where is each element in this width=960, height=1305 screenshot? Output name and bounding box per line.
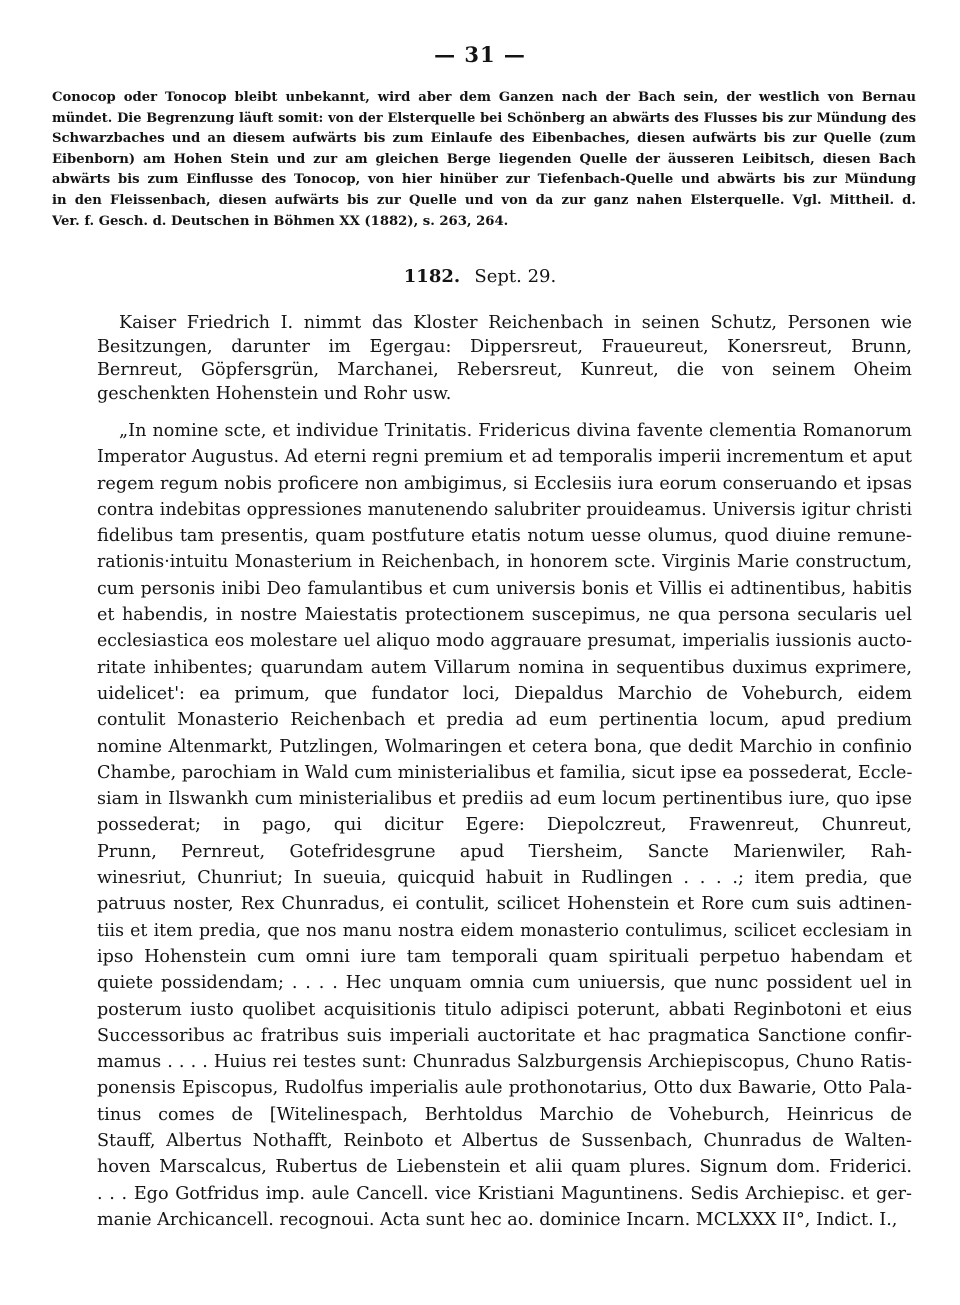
footnote-line: Conocop oder Tonocop bleibt unbekannt, wird aber dem Ganzen nach der Bach sein, der westlich von Bernau bbox=[52, 90, 916, 105]
summary-line: Kaiser Friedrich I. nimmt das Kloster Reichenbach in seinen Schutz, Personen wie bbox=[119, 313, 912, 333]
charter-line: tinus comes de [Witelinespach, Berhtoldus Marchio de Voheburch, Heinricus de bbox=[97, 1104, 912, 1125]
charter-line: Stauff, Albertus Nothafft, Reinboto et Albertus de Sussenbach, Chunradus de Walten- bbox=[97, 1131, 912, 1152]
charter-line: contulit Monasterio Reichenbach et predia ad eum pertinentia locum, apud predium bbox=[97, 710, 912, 731]
footnote-line: in den Fleissenbach, diesen aufwärts bis zur Quelle und von da zur ganz nahen Elsterquelle. Vgl. Mittheil. d. bbox=[52, 192, 916, 208]
charter-line: hoven Marscalcus, Rubertus de Liebenstein et alii quam plures. Signum dom. Friderici. bbox=[97, 1157, 912, 1178]
charter-line: „In nomine scte, et individue Trinitatis. Fridericus divina favente clementia Romanorum bbox=[119, 421, 912, 441]
charter-line: winesriut, Chunriut; In sueuia, quicquid habuit in Rudlingen . . . .; item predia, que bbox=[97, 868, 912, 889]
charter-line: regem regum nobis proficere non ambigimus, si Ecclesiis iura eorum conseruando et ipsas bbox=[97, 473, 912, 494]
footnote-line: Schwarzbaches und an diesem aufwärts bis zum Einlaufe des Eibenbaches, diesen aufwärts bis zur Quelle (zum bbox=[52, 131, 916, 147]
charter-line: mamus . . . . Huius rei testes sunt: Chunradus Salzburgensis Archiepiscopus, Chuno Ratis- bbox=[97, 1052, 912, 1073]
charter-line: ritate inhibentes; quarundam autem Villarum nomina in sequentibus duximus exprimere, bbox=[97, 657, 912, 678]
footnote-line: abwärts bis zum Einflusse des Tonocop, von hier hinüber zur Tiefenbach-Quelle und abwärts bis zur Mündung bbox=[52, 172, 916, 188]
heading-year: 1182. bbox=[403, 266, 461, 287]
footnote-line: Eibenborn) am Hohen Stein und zur am gleichen Berge liegenden Quelle der äusseren Leibitsch, diesen Bach bbox=[52, 151, 916, 167]
charter-line: patruus noster, Rex Chunradus, ei contulit, scilicet Hohenstein et Rore cum suis adtinen- bbox=[97, 894, 912, 915]
charter-line: quiete possidendam; . . . . Hec unquam omnia cum uniuersis, que nunc possident uel in bbox=[97, 973, 912, 994]
summary-line: geschenkten Hohenstein und Rohr usw. bbox=[97, 383, 452, 404]
charter-line: contra indebitas oppressiones manutenendo salubriter prouideamus. Universis igitur christi bbox=[97, 499, 912, 520]
charter-line: . . . Ego Gotfridus imp. aule Cancell. vice Kristiani Maguntinens. Sedis Archiepisc. et ger- bbox=[97, 1183, 912, 1204]
charter-line: Successoribus ac fratribus suis imperiali auctoritate et hac pragmatica Sanctione confir- bbox=[97, 1025, 912, 1046]
charter-line: ecclesiastica eos molestare uel aliquo modo aggrauare presumat, imperialis iussionis auctо- bbox=[97, 631, 912, 652]
document-heading bbox=[0, 266, 960, 287]
charter-line: cum personis inibi Deo famulantibus et cum universis bonis et Villis ei adtinentibus, habitis bbox=[97, 578, 912, 599]
charter-line: Chambe, parochiam in Wald cum ministerialibus et familia, sicut ipse ea possederat, Eccle- bbox=[97, 762, 913, 783]
charter-line: possederat; in pago, qui dicitur Egere: Diepolczreut, Frawenreut, Chunreut, bbox=[97, 815, 912, 836]
heading-date: Sept. 29. bbox=[474, 266, 557, 287]
charter-line: nomine Altenmarkt, Putzlingen, Wolmaringen et cetera bona, que dedit Marchio in confinio bbox=[97, 736, 912, 757]
summary-line: Bernreut, Göpfersgrün, Marchanei, Rebersreut, Kunreut, die von seinem Oheim bbox=[97, 360, 912, 381]
summary-paragraph bbox=[97, 312, 912, 406]
summary-line: Besitzungen, darunter im Egergau: Dippersreut, Fraueureut, Konersreut, Brunn, bbox=[97, 336, 912, 357]
footnote-line: mündet. Die Begrenzung läuft somit: von der Elsterquelle bei Schönberg an abwärts des Flusses bis zur Mündung des bbox=[52, 110, 916, 126]
charter-line: posterum iusto quolibet acquisitionis titulo adipisci poterunt, abbati Reginbotoni et eius bbox=[97, 999, 912, 1020]
charter-line: ponensis Episcopus, Rudolfus imperialis aule prothonotarius, Otto dux Bawarie, Otto Pala- bbox=[97, 1078, 912, 1099]
charter-line: Imperator Augustus. Ad eterni regni premium et ad temporalis imperii incrementum et aput bbox=[97, 447, 912, 468]
footnote-paragraph bbox=[52, 88, 916, 232]
charter-line: uidelicet': ea primum, que fundator loci, Diepaldus Marchio de Voheburch, eidem bbox=[97, 683, 912, 704]
page-number: — 31 — bbox=[434, 42, 526, 67]
charter-line: fidelibus tam presentis, quam postfuture etatis notum uesse olumus, quod diuine remune- bbox=[97, 526, 912, 547]
charter-line: et habendis, in nostre Maiestatis protectionem suscepimus, ne qua persona secularis uel bbox=[97, 605, 912, 626]
charter-text bbox=[97, 418, 912, 1233]
charter-line: manie Archicancell. recognoui. Acta sunt hec ao. dominice Incarn. MCLXXX II°, Indict. I., bbox=[97, 1209, 898, 1230]
charter-line: siam in Ilswankh cum ministerialibus et prediis ad eum locum pertinentibus iure, quo ipse bbox=[97, 789, 912, 810]
footnote-line: Ver. f. Gesch. d. Deutschen in Böhmen XX (1882), s. 263, 264. bbox=[52, 213, 509, 229]
charter-line: ipso Hohenstein cum omni iure tam temporali quam spirituali perpetuo habendam et bbox=[97, 946, 912, 967]
charter-line: rationis·intuitu Monasterium in Reichenbach, in honorem scte. Virginis Marie constructum, bbox=[97, 552, 912, 573]
charter-line: tiis et item predia, que nos manu nostra eidem monasterio contulimus, scilicet ecclesiam in bbox=[97, 920, 912, 941]
charter-line: Prunn, Pernreut, Gotefridesgrune apud Tiersheim, Sancte Marienwiler, Rah- bbox=[97, 841, 912, 862]
